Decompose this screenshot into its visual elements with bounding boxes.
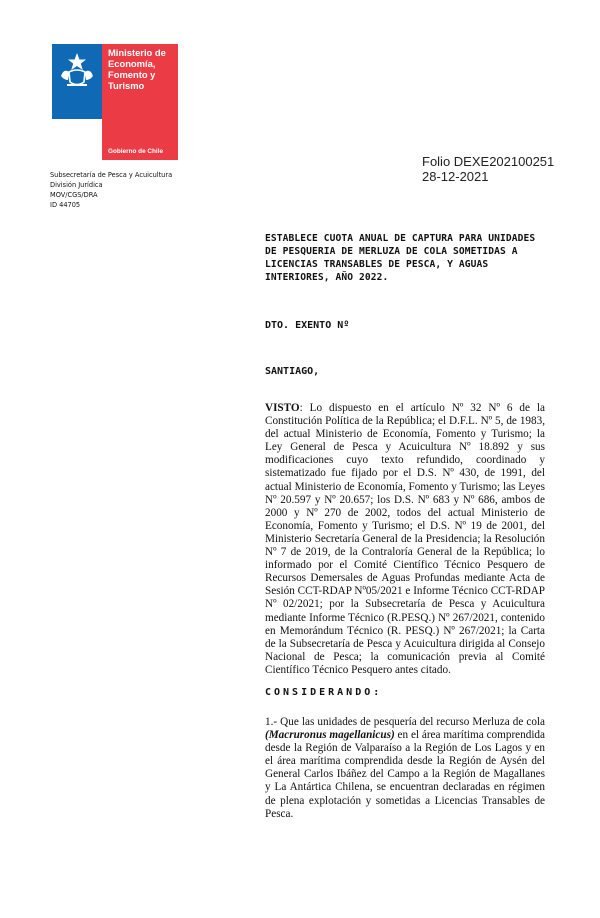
visto-text: : Lo dispuesto en el artículo Nº 32 Nº 6 de la Constitución Política de la República; el D.F.L. Nº 5, de 1983, del actual Ministerio de Economía, Fomento y Turismo; la Ley General de Pesca y Acuicultura Nº 18.892 y sus modificaciones cuyo texto refundido, coordinado y sistematizado fue fijado por el D.S. Nº 430, de 1991, del actual Ministerio de Economía, Fomento y Turismo; las Leyes Nº 20.597 y Nº 20.657; los D.S. Nº 683 y Nº 686, ambos de 2000 y Nº 270 de 2002, todos del actual Ministerio de Economía, Fomento y Turismo; el D.S. Nº 19 de 2001, del Ministerio Secretaría General de la Presidencia; la Resolución Nº 7 de 2019, de la Contraloría General de la República; lo informado por el Comité Científico Técnico Pesquero de Recursos Demersales de Aguas Profundas mediante Acta de Sesión CCT-RDAP Nº05/2021 e Informe Técnico CCT-RDAP Nº 02/2021; por la Subsecretaría de Pesca y Acuicultura mediante Informe Técnico (R.PESQ.) Nº 267/2021, contenido en Memorándum Técnico (R. PESQ.) Nº 267/2021; la Carta de la Subsecretaría de Pesca y Acuicultura dirigida al Consejo Nacional de Pesca; la comunicación previa al Comité Científico Técnico Pesquero antes citado. <box>265 402 545 676</box>
logo-blue-block <box>52 44 102 119</box>
visto-paragraph <box>265 402 545 677</box>
unit-line: ID 44705 <box>50 201 81 209</box>
government-logo <box>52 44 178 160</box>
species-name: (Macruronus magellanicus) <box>265 729 395 742</box>
issuing-unit <box>50 170 172 210</box>
folio-date: 28-12-2021 <box>422 169 489 184</box>
considerando-heading: CONSIDERANDO: <box>265 687 383 698</box>
place-line: SANTIAGO, <box>265 366 320 377</box>
visto-label: VISTO <box>265 402 300 414</box>
government-label: Gobierno de Chile <box>108 148 164 155</box>
coat-of-arms-icon <box>57 50 97 90</box>
folio-number: Folio DEXE202100251 <box>422 154 555 169</box>
paragraph-text: 1.- Que las unidades de pesquería del recurso Merluza de cola <box>265 716 545 728</box>
paragraph-text: en el área marítima comprendida desde la Región de Valparaíso a la Región de Los Lagos y en el área marítima comprendida desde la Región de Aysén del General Carlos Ibáñez del Campo a la Región de Magallanes y La Antártica Chilena, se encuentran declaradas en régimen de plena explotación y sometidas a Licencias Transables de Pesca. <box>265 729 545 820</box>
unit-line: Subsecretaría de Pesca y Acuicultura <box>50 171 173 179</box>
considerando-paragraph-1 <box>265 716 545 821</box>
decree-number: DTO. EXENTO Nº <box>265 320 350 331</box>
ministry-name: Ministerio de Economía, Fomento y Turismo <box>108 47 166 91</box>
unit-line: MOV/CGS/DRA <box>50 191 98 199</box>
unit-line: División Jurídica <box>50 181 103 189</box>
document-title: ESTABLECE CUOTA ANUAL DE CAPTURA PARA UNIDADES DE PESQUERIA DE MERLUZA DE COLA SOMETIDAS A LICENCIAS TRANSABLES DE PESCA, Y AGUAS INTERIORES, AÑO 2022. <box>265 233 536 283</box>
folio-block <box>422 154 554 184</box>
